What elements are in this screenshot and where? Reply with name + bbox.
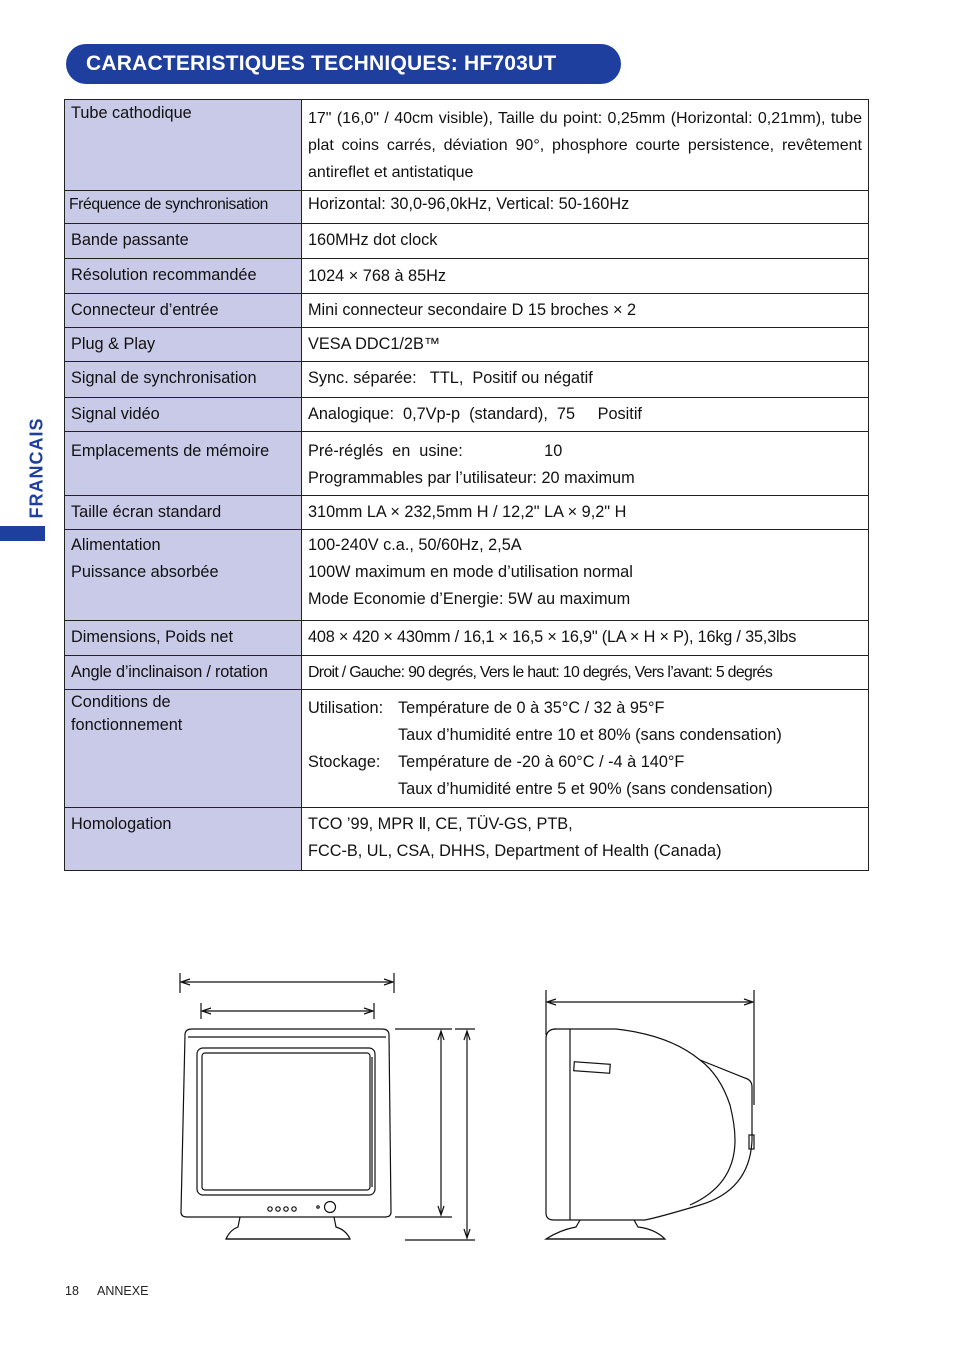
spec-row <box>65 191 869 224</box>
spec-value: 1024 × 768 à 85Hz <box>302 259 869 294</box>
spec-value: 100-240V c.a., 50/60Hz, 2,5A 100W maximum en mode d’utilisation normal Mode Economie d’Energie: 5W au maximum <box>302 530 869 621</box>
spec-row <box>65 690 869 808</box>
side-tab-label: FRANCAIS <box>26 417 47 519</box>
spec-value: TCO ’99, MPR Ⅱ, CE, TÜV-GS, PTB, FCC-B, UL, CSA, DHHS, Department of Health (Canada) <box>302 808 869 871</box>
spec-label: Bande passante <box>65 224 302 259</box>
side-tab-marker <box>0 526 45 541</box>
spec-row <box>65 224 869 259</box>
spec-row <box>65 362 869 398</box>
spec-row <box>65 259 869 294</box>
spec-row <box>65 294 869 328</box>
monitor-dimension-drawing <box>160 965 780 1255</box>
spec-label: Angle d’inclinaison / rotation <box>65 656 302 690</box>
spec-label: Connecteur d’entrée <box>65 294 302 328</box>
footer-section: ANNEXE <box>97 1284 149 1298</box>
spec-value: 408 × 420 × 430mm / 16,1 × 16,5 × 16,9" (LA × H × P), 16kg / 35,3lbs <box>302 621 869 656</box>
spec-label: Homologation <box>65 808 302 871</box>
spec-label: Emplacements de mémoire <box>65 432 302 496</box>
spec-value: 17" (16,0" / 40cm visible), Taille du point: 0,25mm (Horizontal: 0,21mm), tube plat coins carrés, déviation 90°, phosphore courte persistence, revêtement antireflet et antistatique <box>302 100 869 191</box>
spec-label: Alimentation Puissance absorbée <box>65 530 302 621</box>
spec-row <box>65 432 869 496</box>
spec-label: Tube cathodique <box>65 100 302 191</box>
spec-label: Dimensions, Poids net <box>65 621 302 656</box>
spec-row <box>65 398 869 432</box>
spec-value: Utilisation: Température de 0 à 35°C / 32 à 95°F Taux d’humidité entre 10 et 80% (sans condensation) Stockage: Température de -20 à 60°C / -4 à 140°F Taux d’humidité entre 5 et 90% (sans condensation) <box>302 690 869 808</box>
spec-value: 310mm LA × 232,5mm H / 12,2" LA × 9,2" H <box>302 496 869 530</box>
spec-row <box>65 656 869 690</box>
page-number: 18 <box>65 1284 79 1298</box>
spec-row <box>65 100 869 191</box>
spec-label: Fréquence de synchronisation <box>65 191 302 224</box>
spec-label: Résolution recommandée <box>65 259 302 294</box>
monitor-front-view-icon <box>180 973 475 1240</box>
spec-value: VESA DDC1/2B™ <box>302 328 869 362</box>
spec-row <box>65 496 869 530</box>
spec-row <box>65 621 869 656</box>
spec-row <box>65 530 869 621</box>
spec-label: Plug & Play <box>65 328 302 362</box>
spec-row <box>65 328 869 362</box>
spec-value: Mini connecteur secondaire D 15 broches × 2 <box>302 294 869 328</box>
spec-label: Conditions de fonctionnement <box>65 690 302 808</box>
spec-label: Signal vidéo <box>65 398 302 432</box>
spec-table <box>64 99 869 871</box>
monitor-side-view-icon <box>546 990 754 1239</box>
spec-value: Analogique: 0,7Vp-p (standard), 75 Positif <box>302 398 869 432</box>
spec-label: Taille écran standard <box>65 496 302 530</box>
spec-row <box>65 808 869 871</box>
spec-value: Droit / Gauche: 90 degrés, Vers le haut: 10 degrés, Vers l’avant: 5 degrés <box>302 656 869 690</box>
page-title: CARACTERISTIQUES TECHNIQUES: HF703UT <box>66 44 621 84</box>
spec-label: Signal de synchronisation <box>65 362 302 398</box>
spec-value: 160MHz dot clock <box>302 224 869 259</box>
spec-value: Sync. séparée: TTL, Positif ou négatif <box>302 362 869 398</box>
spec-value: Pré-réglés en usine: 10 Programmables par l’utilisateur: 20 maximum <box>302 432 869 496</box>
spec-value: Horizontal: 30,0-96,0kHz, Vertical: 50-160Hz <box>302 191 869 224</box>
